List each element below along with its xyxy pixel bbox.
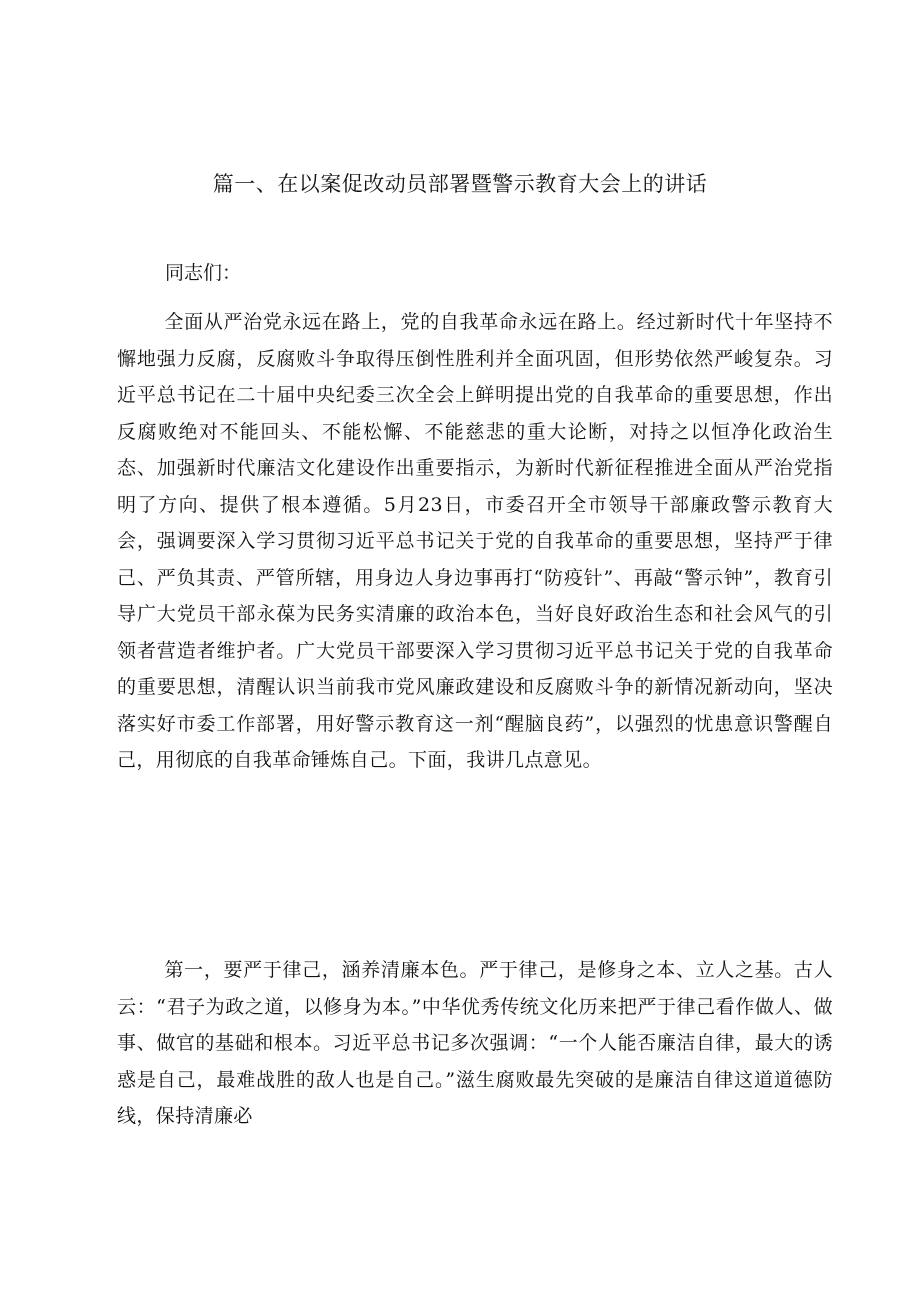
paragraph-2: 第一，要严于律己，涵养清廉本色。严于律己，是修身之本、立人之基。古人云：“君子为政之道，以修身为本。”中华优秀传统文化历来把严于律己看作做人、做事、做官的基础和根本。习近平总书记多次强调：“一个人能否廉洁自律，最大的诱惑是自己，最难战胜的敌人也是自己。”滋生腐败最先突破的是廉洁自律这道道德防线，保持清廉必: [117, 959, 833, 1127]
paragraph-1: 全面从严治党永远在路上，党的自我革命永远在路上。经过新时代十年坚持不懈地强力反腐，反腐败斗争取得压倒性胜利并全面巩固，但形势依然严峻复杂。习近平总书记在二十届中央纪委三次全会上鲜明提出党的自我革命的重要思想，作出反腐败绝对不能回头、不能松懈、不能慈悲的重大论断，对持之以恒净化政治生态、加强新时代廉洁文化建设作出重要指示，为新时代新征程推进全面从严治党指明了方向、提供了根本遵循。5月23日，市委召开全市领导干部廉政警示教育大会，强调要深入学习贯彻习近平总书记关于党的自我革命的重要思想，坚持严于律己、严负其责、严管所辖，用身边人身边事再打“防疫针”、再敲“警示钟”，教育引导广大党员干部永葆为民务实清廉的政治本色，当好良好政治生态和社会风气的引领者营造者维护者。广大党员干部要深入学习贯彻习近平总书记关于党的自我革命的重要思想，清醒认识当前我市党风廉政建设和反腐败斗争的新情况新动向，坚决落实好市委工作部署，用好警示教育这一剂“醒脑良药”，以强烈的忧患意识警醒自己，用彻底的自我革命锤炼自己。下面，我讲几点意见。: [117, 311, 833, 771]
salutation: 同志们：: [165, 262, 242, 284]
document-title: 篇一、在以案促改动员部署暨警示教育大会上的讲话: [212, 172, 708, 196]
